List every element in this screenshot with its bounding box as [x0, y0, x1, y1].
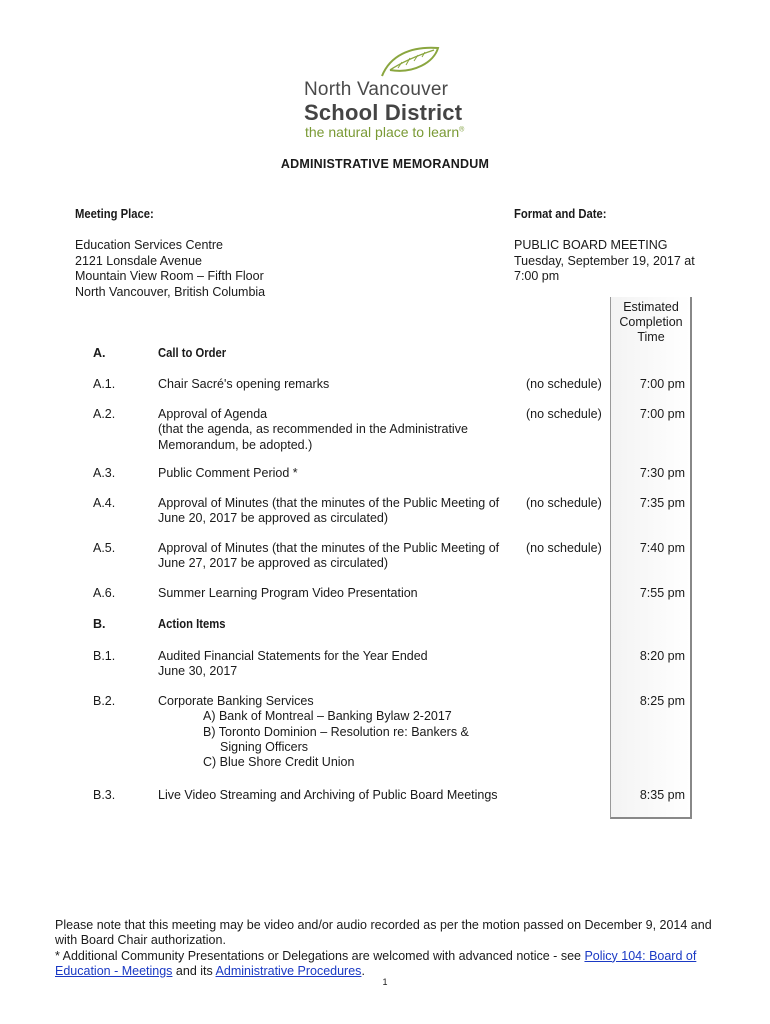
item-time: 7:00 pm	[639, 407, 685, 421]
format-date-details	[514, 238, 695, 285]
address-line: North Vancouver, British Columbia	[75, 284, 266, 299]
description-line: Public Comment Period *	[158, 466, 298, 480]
time-column	[610, 297, 692, 819]
item-code: A.6.	[93, 586, 116, 600]
section-title: Call to Order	[158, 346, 227, 360]
page-number: 1	[382, 977, 388, 987]
item-time: 7:35 pm	[639, 496, 685, 510]
note-text: and its	[172, 963, 216, 978]
administrative-procedures-link[interactable]: Administrative Procedures	[215, 963, 362, 978]
description-line: B) Toronto Dominion – Resolution re: Bankers &	[203, 724, 469, 739]
item-time: 7:40 pm	[639, 541, 685, 555]
item-description	[158, 466, 298, 481]
description-line: Approval of Minutes (that the minutes of the Public Meeting of	[158, 541, 500, 555]
note-text: .	[361, 963, 365, 978]
item-schedule: (no schedule)	[526, 407, 602, 421]
item-code: B.3.	[93, 788, 116, 802]
note-text: * Additional Community Presentations or Delegations are welcomed with advanced notice - see	[55, 948, 585, 963]
description-line: Approval of Agenda	[158, 407, 268, 421]
item-time: 7:55 pm	[639, 586, 685, 600]
item-code: B.1.	[93, 649, 116, 663]
address-line: Mountain View Room – Fifth Floor	[75, 269, 264, 283]
leaf-icon	[378, 44, 448, 80]
item-description	[158, 541, 499, 572]
meeting-place-heading: Meeting Place:	[75, 207, 154, 221]
recording-note: Please note that this meeting may be video and/or audio recorded as per the motion passed on December 9, 2014 and with Board Chair authorization.	[55, 918, 712, 948]
address-line: Education Services Centre	[75, 238, 223, 252]
format-line: 7:00 pm	[514, 269, 560, 283]
description-line: Memorandum, be adopted.)	[158, 437, 313, 452]
item-description	[158, 788, 498, 803]
item-description	[158, 694, 469, 770]
item-description	[158, 649, 428, 680]
section-code: A.	[93, 346, 106, 360]
description-line: Chair Sacré's opening remarks	[158, 377, 330, 391]
registered-mark: ®	[459, 126, 465, 134]
description-line: June 27, 2017 be approved as circulated)	[158, 556, 389, 571]
item-code: A.2.	[93, 407, 116, 421]
format-line: PUBLIC BOARD MEETING	[514, 238, 668, 252]
item-time: 8:25 pm	[639, 694, 685, 708]
item-time: 7:00 pm	[639, 377, 685, 391]
item-schedule: (no schedule)	[526, 377, 602, 391]
logo-line1: North Vancouver	[304, 79, 449, 100]
delegations-note	[55, 949, 725, 980]
description-line: (that the agenda, as recommended in the Administrative	[158, 422, 468, 437]
section-title: Action Items	[158, 617, 226, 631]
item-time: 7:30 pm	[639, 466, 685, 480]
logo-tagline: the natural place to learn®	[305, 124, 465, 140]
address-line: 2121 Lonsdale Avenue	[75, 253, 202, 268]
meeting-place-address	[75, 238, 265, 300]
item-code: A.5.	[93, 541, 116, 555]
item-description	[158, 586, 418, 601]
description-line: Live Video Streaming and Archiving of Public Board Meetings	[158, 788, 498, 802]
time-header-line: Time	[637, 330, 665, 344]
description-line: Corporate Banking Services	[158, 694, 314, 708]
format-line: Tuesday, September 19, 2017 at	[514, 253, 695, 268]
item-schedule: (no schedule)	[526, 541, 602, 555]
description-line: June 30, 2017	[158, 664, 238, 679]
description-line: Signing Officers	[220, 739, 309, 754]
policy-104-link[interactable]: Policy 104: Board of Education - Meetings	[55, 948, 697, 978]
item-description	[158, 407, 468, 453]
format-date-heading: Format and Date:	[514, 207, 607, 221]
description-line: A) Bank of Montreal – Banking Bylaw 2-2017	[203, 709, 452, 724]
item-code: A.3.	[93, 466, 116, 480]
description-line: Approval of Minutes (that the minutes of the Public Meeting of	[158, 496, 500, 510]
section-code: B.	[93, 617, 106, 631]
description-line: C) Blue Shore Credit Union	[203, 755, 355, 770]
time-header-line: Estimated	[623, 300, 679, 314]
item-description	[158, 496, 499, 527]
item-description	[158, 377, 329, 392]
time-column-header	[612, 300, 690, 345]
item-code: A.1.	[93, 377, 116, 391]
district-logo	[300, 44, 500, 144]
description-line: Audited Financial Statements for the Year Ended	[158, 649, 428, 663]
item-time: 8:35 pm	[639, 788, 685, 802]
logo-line2: School District	[304, 100, 463, 125]
page-title: ADMINISTRATIVE MEMORANDUM	[280, 157, 490, 171]
item-time: 8:20 pm	[639, 649, 685, 663]
time-header-line: Completion	[619, 315, 683, 329]
description-line: June 20, 2017 be approved as circulated)	[158, 511, 389, 526]
item-schedule: (no schedule)	[526, 496, 602, 510]
item-code: A.4.	[93, 496, 116, 510]
description-line: Summer Learning Program Video Presentation	[158, 586, 418, 600]
footer-note	[55, 918, 725, 979]
item-code: B.2.	[93, 694, 116, 708]
